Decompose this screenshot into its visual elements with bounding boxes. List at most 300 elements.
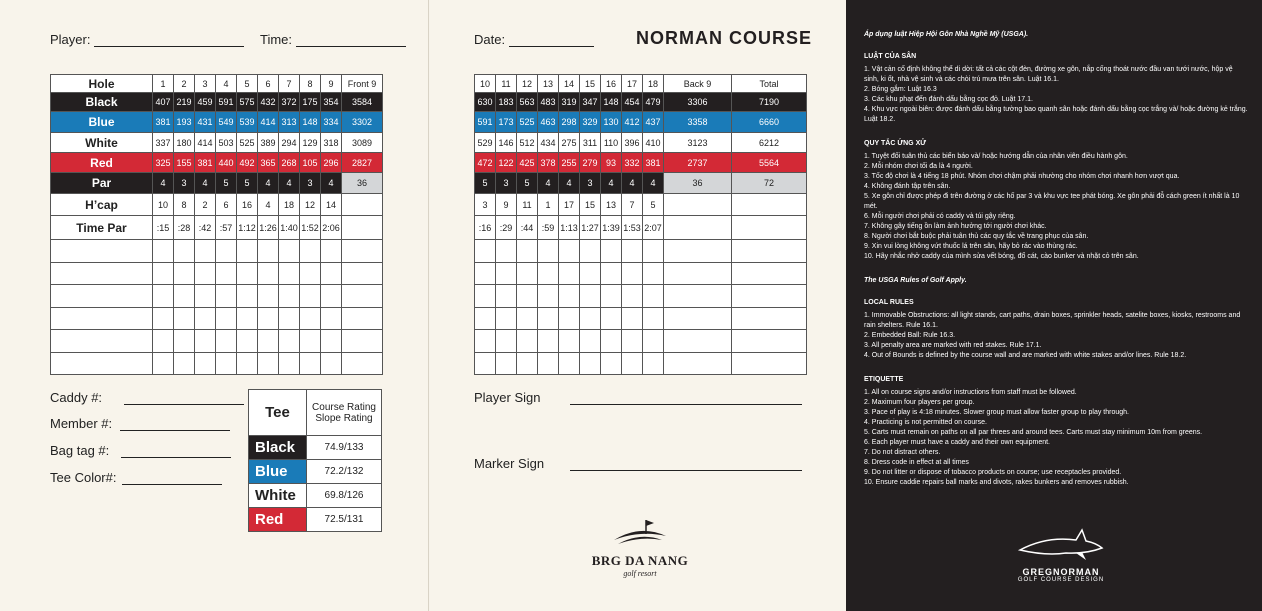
score-cell: 5 xyxy=(237,173,258,194)
grand-total-cell: 7190 xyxy=(732,93,807,112)
rule-item: 1. Vật cản cố định không thể di dời: tất cả các cột đèn, đường xe gôn, nắp cống thoát nước đầu van tưới nước, hộp vệ sinh, ki ốt, nhà vệ sinh và các chòi trú mưa trên sân. Luật 16.1. xyxy=(864,66,1233,83)
caddy-label: Caddy #: xyxy=(50,390,103,405)
blank-cell xyxy=(643,262,664,285)
score-cell: 381 xyxy=(643,153,664,173)
blank-cell xyxy=(559,330,580,353)
rule-item: 2. Mỗi nhóm chơi tối đa là 4 người. xyxy=(864,163,973,170)
rule-item: 1. Immovable Obstructions: all light stands, cart paths, drain boxes, sprinkler heads, satelite boxes, kiosks, restrooms and rain shelters. Rule 16.1. xyxy=(864,312,1241,329)
score-cell: 1:12 xyxy=(237,216,258,240)
total-cell: 36 xyxy=(342,173,383,194)
blank-cell xyxy=(300,285,321,308)
score-cell: 313 xyxy=(279,112,300,133)
blank-cell xyxy=(258,240,279,263)
score-cell: 4 xyxy=(559,173,580,194)
blank-cell xyxy=(643,352,664,375)
score-cell: 334 xyxy=(321,112,342,133)
score-cell: 4 xyxy=(601,173,622,194)
blank-cell xyxy=(559,262,580,285)
front-row xyxy=(51,112,383,133)
rule-item: 3. Các khu phạt đến đánh dấu bằng cọc đỏ. Luật 17.1. xyxy=(864,96,1033,103)
blank-cell xyxy=(580,330,601,353)
blank-cell xyxy=(664,307,732,330)
rule-item: 6. Mỗi người chơi phải có caddy và túi gậy riêng. xyxy=(864,213,1016,220)
blank-cell xyxy=(258,285,279,308)
rule-item: 8. Dress code in effect at all times xyxy=(864,459,969,466)
rule-item: 1. Tuyệt đối tuân thủ các biển báo và/ hoặc hướng dẫn của nhân viên điều hành gôn. xyxy=(864,153,1128,160)
teecolor-label: Tee Color#: xyxy=(50,470,117,485)
rule-item: 5. Carts must remain on paths on all par threes and around tees. Carts must stay minimum 10m from greens. xyxy=(864,429,1203,436)
score-cell: 492 xyxy=(237,153,258,173)
blank-cell xyxy=(195,307,216,330)
score-cell: 10 xyxy=(153,194,174,216)
course-title: NORMAN COURSE xyxy=(636,28,813,48)
blank-cell xyxy=(237,240,258,263)
back-total-cell: 36 xyxy=(664,173,732,194)
back-row xyxy=(475,93,807,112)
row-label: White xyxy=(51,133,153,153)
score-cell: 347 xyxy=(580,93,601,112)
score-cell: :28 xyxy=(174,216,195,240)
tee-name: Red xyxy=(249,508,307,532)
blank-cell xyxy=(258,352,279,375)
score-cell: 372 xyxy=(279,93,300,112)
blank-cell xyxy=(279,285,300,308)
vn-intro: Áp dụng luật Hiệp Hội Gôn Nhà Nghề Mỹ (USGA). xyxy=(864,31,1029,38)
score-cell: 407 xyxy=(153,93,174,112)
tee-row xyxy=(249,460,382,484)
score-cell: 414 xyxy=(258,112,279,133)
blank-cell xyxy=(517,262,538,285)
score-cell: 255 xyxy=(559,153,580,173)
score-cell: 365 xyxy=(258,153,279,173)
blank-cell xyxy=(732,262,807,285)
back-nine-scorecard xyxy=(474,74,807,375)
blank-cell xyxy=(538,330,559,353)
date-label: Date: xyxy=(474,32,506,47)
score-cell: 337 xyxy=(153,133,174,153)
blank-cell xyxy=(321,262,342,285)
score-cell: 1 xyxy=(538,194,559,216)
blank-cell xyxy=(538,352,559,375)
hole-number: 16 xyxy=(601,75,622,93)
score-cell: 130 xyxy=(601,112,622,133)
score-cell: 13 xyxy=(601,194,622,216)
score-cell: 3 xyxy=(475,194,496,216)
time-label: Time: xyxy=(260,32,293,47)
vn-etiquette-list xyxy=(864,152,1249,262)
blank-cell xyxy=(153,285,174,308)
en-intro: The USGA Rules of Golf Apply. xyxy=(864,277,967,284)
tee-rating: 69.8/126 xyxy=(307,484,382,508)
blank-cell xyxy=(51,285,153,308)
tee-name: Black xyxy=(249,436,307,460)
blank-cell xyxy=(237,307,258,330)
blank-cell xyxy=(732,240,807,263)
total-cell: 3302 xyxy=(342,112,383,133)
back-total-cell: 3358 xyxy=(664,112,732,133)
back-total-cell xyxy=(664,216,732,240)
blank-cell xyxy=(622,330,643,353)
blank-cell xyxy=(538,240,559,263)
blank-cell xyxy=(51,307,153,330)
blank-cell xyxy=(153,352,174,375)
brand-sub: GOLF COURSE DESIGN xyxy=(1017,577,1105,583)
blank-cell xyxy=(622,240,643,263)
hole-number: 14 xyxy=(559,75,580,93)
rating-header: Course Rating Slope Rating xyxy=(307,390,382,436)
player-sign-label: Player Sign xyxy=(474,390,541,405)
score-cell: 1:52 xyxy=(300,216,321,240)
score-cell: 14 xyxy=(321,194,342,216)
blank-row[interactable] xyxy=(475,307,807,330)
hole-number: 10 xyxy=(475,75,496,93)
front-row xyxy=(51,153,383,173)
blank-cell xyxy=(496,240,517,263)
blank-row[interactable] xyxy=(51,262,383,285)
blank-cell xyxy=(258,262,279,285)
back-row xyxy=(475,194,807,216)
tee-rating: 72.2/132 xyxy=(307,460,382,484)
blank-cell xyxy=(153,240,174,263)
score-cell: 8 xyxy=(174,194,195,216)
score-cell: 4 xyxy=(321,173,342,194)
score-cell: 129 xyxy=(300,133,321,153)
total-cell xyxy=(342,194,383,216)
score-cell: 4 xyxy=(538,173,559,194)
blank-cell xyxy=(580,240,601,263)
score-cell: 5 xyxy=(517,173,538,194)
blank-cell xyxy=(279,352,300,375)
blank-cell xyxy=(664,352,732,375)
blank-row[interactable] xyxy=(475,240,807,263)
bagtag-field[interactable] xyxy=(50,443,231,458)
score-cell: 591 xyxy=(216,93,237,112)
caddy-field[interactable] xyxy=(50,390,244,405)
bagtag-label: Bag tag #: xyxy=(50,443,110,458)
score-cell: 4 xyxy=(279,173,300,194)
back-row xyxy=(475,216,807,240)
score-cell: :44 xyxy=(517,216,538,240)
score-cell: 4 xyxy=(622,173,643,194)
score-cell: 381 xyxy=(153,112,174,133)
blank-cell xyxy=(153,330,174,353)
blank-row[interactable] xyxy=(51,307,383,330)
shark-icon xyxy=(1016,528,1106,562)
score-cell: 9 xyxy=(496,194,517,216)
score-cell: 2 xyxy=(195,194,216,216)
score-cell: 2:06 xyxy=(321,216,342,240)
hole-number: 5 xyxy=(237,75,258,93)
blank-cell xyxy=(258,330,279,353)
blank-row[interactable] xyxy=(51,352,383,375)
back-nine-panel xyxy=(430,0,846,611)
blank-cell xyxy=(475,240,496,263)
score-cell: 325 xyxy=(153,153,174,173)
blank-cell xyxy=(342,285,383,308)
back-total-cell xyxy=(664,194,732,216)
score-cell: 105 xyxy=(300,153,321,173)
back9-label: Back 9 xyxy=(664,75,732,93)
hole-number: 1 xyxy=(153,75,174,93)
grand-total-cell: 72 xyxy=(732,173,807,194)
blank-cell xyxy=(538,307,559,330)
score-cell: 440 xyxy=(216,153,237,173)
rules-text xyxy=(864,30,1249,488)
blank-cell xyxy=(643,285,664,308)
blank-cell xyxy=(732,330,807,353)
back-row xyxy=(475,153,807,173)
score-cell: :16 xyxy=(475,216,496,240)
blank-cell xyxy=(174,330,195,353)
score-cell: 1:26 xyxy=(258,216,279,240)
score-cell: 1:13 xyxy=(559,216,580,240)
row-label: Par xyxy=(51,173,153,194)
hole-number: 4 xyxy=(216,75,237,93)
score-cell: 319 xyxy=(559,93,580,112)
total-cell: 3584 xyxy=(342,93,383,112)
blank-cell xyxy=(216,285,237,308)
score-cell: 525 xyxy=(237,133,258,153)
blank-cell xyxy=(601,240,622,263)
blank-cell xyxy=(216,240,237,263)
blank-cell xyxy=(622,307,643,330)
blank-row[interactable] xyxy=(51,240,383,263)
rule-item: 6. Each player must have a caddy and their own equipment. xyxy=(864,439,1050,446)
player-label: Player: xyxy=(50,32,91,47)
score-cell: 93 xyxy=(601,153,622,173)
score-cell: 6 xyxy=(216,194,237,216)
blank-row[interactable] xyxy=(475,285,807,308)
front-row xyxy=(51,194,383,216)
score-cell: 381 xyxy=(195,153,216,173)
rule-item: 4. Out of Bounds is defined by the course wall and are marked with white stakes and/or lines. Rule 18.2. xyxy=(864,352,1187,359)
en-local-list xyxy=(864,311,1249,361)
blank-cell xyxy=(601,352,622,375)
back-row xyxy=(475,173,807,194)
score-cell: 175 xyxy=(300,93,321,112)
total-cell: 3089 xyxy=(342,133,383,153)
blank-cell xyxy=(174,262,195,285)
blank-cell xyxy=(538,285,559,308)
score-cell: 5 xyxy=(475,173,496,194)
brg-logo-sub: golf resort xyxy=(623,569,657,578)
blank-cell xyxy=(216,307,237,330)
blank-cell xyxy=(216,330,237,353)
hole-number: 13 xyxy=(538,75,559,93)
score-cell: 529 xyxy=(475,133,496,153)
score-cell: 332 xyxy=(622,153,643,173)
rule-item: 3. All penalty area are marked with red stakes. Rule 17.1. xyxy=(864,342,1042,349)
blank-cell xyxy=(664,262,732,285)
blank-cell xyxy=(496,285,517,308)
score-cell: 549 xyxy=(216,112,237,133)
blank-cell xyxy=(622,262,643,285)
rule-item: 10. Hãy nhắc nhở caddy của mình sửa vết bóng, đổ cát, cào bunker và nhặt cỏ trên sân. xyxy=(864,253,1139,260)
score-cell: 1:39 xyxy=(601,216,622,240)
blank-cell xyxy=(300,240,321,263)
blank-cell xyxy=(475,307,496,330)
vn-etiquette-title: QUY TẮC ỨNG XỬ xyxy=(864,140,927,147)
member-field[interactable] xyxy=(50,416,230,431)
score-cell: :42 xyxy=(195,216,216,240)
blank-cell xyxy=(496,352,517,375)
blank-cell xyxy=(538,262,559,285)
score-cell: 11 xyxy=(517,194,538,216)
score-cell: 463 xyxy=(538,112,559,133)
score-cell: 483 xyxy=(538,93,559,112)
blank-row[interactable] xyxy=(475,352,807,375)
blank-cell xyxy=(559,285,580,308)
blank-cell xyxy=(195,352,216,375)
grand-total-cell xyxy=(732,194,807,216)
blank-cell xyxy=(300,307,321,330)
blank-cell xyxy=(321,240,342,263)
score-cell: 454 xyxy=(622,93,643,112)
tee-name: Blue xyxy=(249,460,307,484)
en-etiquette-title: ETIQUETTE xyxy=(864,376,904,383)
brg-logo-name: BRG DA NANG xyxy=(591,553,689,568)
score-cell: 425 xyxy=(517,153,538,173)
blank-cell xyxy=(279,262,300,285)
blank-row[interactable] xyxy=(51,330,383,353)
player-sign-field[interactable] xyxy=(474,390,802,405)
hole-number: 17 xyxy=(622,75,643,93)
tee-rating: 74.9/133 xyxy=(307,436,382,460)
player-field[interactable] xyxy=(50,32,244,47)
row-label: Black xyxy=(51,93,153,112)
blank-cell xyxy=(279,307,300,330)
blank-cell xyxy=(496,307,517,330)
blank-cell xyxy=(342,352,383,375)
en-local-title: LOCAL RULES xyxy=(864,299,914,306)
blank-cell xyxy=(237,262,258,285)
blank-cell xyxy=(195,285,216,308)
time-field[interactable] xyxy=(260,32,406,47)
score-cell: 1:53 xyxy=(622,216,643,240)
rule-item: 1. All on course signs and/or instructions from staff must be followed. xyxy=(864,389,1077,396)
blank-row[interactable] xyxy=(475,330,807,353)
blank-cell xyxy=(580,352,601,375)
score-cell: :59 xyxy=(538,216,559,240)
score-cell: 437 xyxy=(643,112,664,133)
blank-cell xyxy=(601,262,622,285)
rules-panel xyxy=(846,0,1262,611)
score-cell: 148 xyxy=(601,93,622,112)
score-cell: 3 xyxy=(580,173,601,194)
hole-row xyxy=(475,75,807,93)
greg-norman-logo xyxy=(1006,528,1116,583)
score-cell: 268 xyxy=(279,153,300,173)
tee-row xyxy=(249,484,382,508)
blank-cell xyxy=(237,352,258,375)
blank-row[interactable] xyxy=(51,285,383,308)
back-row xyxy=(475,133,807,153)
blank-cell xyxy=(580,285,601,308)
blank-cell xyxy=(732,352,807,375)
score-cell: :29 xyxy=(496,216,517,240)
rule-item: 2. Bóng gắm: Luật 16.3 xyxy=(864,86,937,93)
brand-name: GREGNORMAN xyxy=(1022,567,1100,577)
blank-cell xyxy=(643,307,664,330)
score-cell: 183 xyxy=(496,93,517,112)
blank-cell xyxy=(216,352,237,375)
blank-cell xyxy=(321,307,342,330)
blank-row[interactable] xyxy=(475,262,807,285)
score-cell: 410 xyxy=(643,133,664,153)
teecolor-field[interactable] xyxy=(50,470,222,485)
score-cell: 219 xyxy=(174,93,195,112)
blank-cell xyxy=(174,285,195,308)
score-cell: 1:27 xyxy=(580,216,601,240)
tee-header: Tee xyxy=(249,390,307,436)
blank-cell xyxy=(664,240,732,263)
back-total-cell: 3306 xyxy=(664,93,732,112)
front-nine-panel xyxy=(0,0,429,611)
rule-item: 7. Không gây tiếng ồn làm ảnh hưởng tới người chơi khác. xyxy=(864,223,1047,230)
blank-cell xyxy=(601,330,622,353)
rule-item: 4. Khu vực ngoài biên: được đánh dấu bằng tường bao quanh sân hoặc đánh dấu bằng cọc trắng và/ hoặc đường kẻ trắng. Luật 18.2. xyxy=(864,106,1248,123)
blank-cell xyxy=(475,330,496,353)
tee-row xyxy=(249,508,382,532)
blank-cell xyxy=(475,285,496,308)
score-cell: 412 xyxy=(622,112,643,133)
score-cell: 4 xyxy=(153,173,174,194)
marker-sign-field[interactable] xyxy=(474,456,802,471)
hole-number: 6 xyxy=(258,75,279,93)
blank-cell xyxy=(517,307,538,330)
score-cell: 503 xyxy=(216,133,237,153)
score-cell: 431 xyxy=(195,112,216,133)
score-cell: 294 xyxy=(279,133,300,153)
score-cell: 298 xyxy=(559,112,580,133)
rule-item: 9. Xin vui lòng không vứt thuốc lá trên sân, hãy bỏ rác vào thùng rác. xyxy=(864,243,1078,250)
rule-item: 3. Pace of play is 4:18 minutes. Slower group must allow faster group to play through. xyxy=(864,409,1129,416)
blank-cell xyxy=(496,330,517,353)
score-cell: 434 xyxy=(538,133,559,153)
blank-cell xyxy=(321,352,342,375)
blank-cell xyxy=(237,285,258,308)
blank-cell xyxy=(517,285,538,308)
blank-cell xyxy=(51,330,153,353)
vn-local-title: LUẬT CỦA SÂN xyxy=(864,53,917,60)
hole-label: Hole xyxy=(51,75,153,93)
blank-cell xyxy=(279,330,300,353)
blank-cell xyxy=(51,262,153,285)
score-cell: 354 xyxy=(321,93,342,112)
row-label: H’cap xyxy=(51,194,153,216)
score-cell: 318 xyxy=(321,133,342,153)
blank-cell xyxy=(195,240,216,263)
front-row xyxy=(51,93,383,112)
total-cell xyxy=(342,216,383,240)
score-cell: 279 xyxy=(580,153,601,173)
hole-number: 2 xyxy=(174,75,195,93)
score-cell: 15 xyxy=(580,194,601,216)
blank-cell xyxy=(664,285,732,308)
front-row xyxy=(51,133,383,153)
rule-item: 10. Ensure caddie repairs ball marks and divots, rakes bunkers and removes rubbish. xyxy=(864,479,1129,486)
front-row xyxy=(51,173,383,194)
score-cell: 525 xyxy=(517,112,538,133)
blank-cell xyxy=(601,285,622,308)
score-cell: 630 xyxy=(475,93,496,112)
brg-logo xyxy=(590,518,690,578)
hole-number: 18 xyxy=(643,75,664,93)
score-cell: 7 xyxy=(622,194,643,216)
score-cell: 5 xyxy=(216,173,237,194)
date-field[interactable] xyxy=(474,32,594,47)
score-cell: 122 xyxy=(496,153,517,173)
